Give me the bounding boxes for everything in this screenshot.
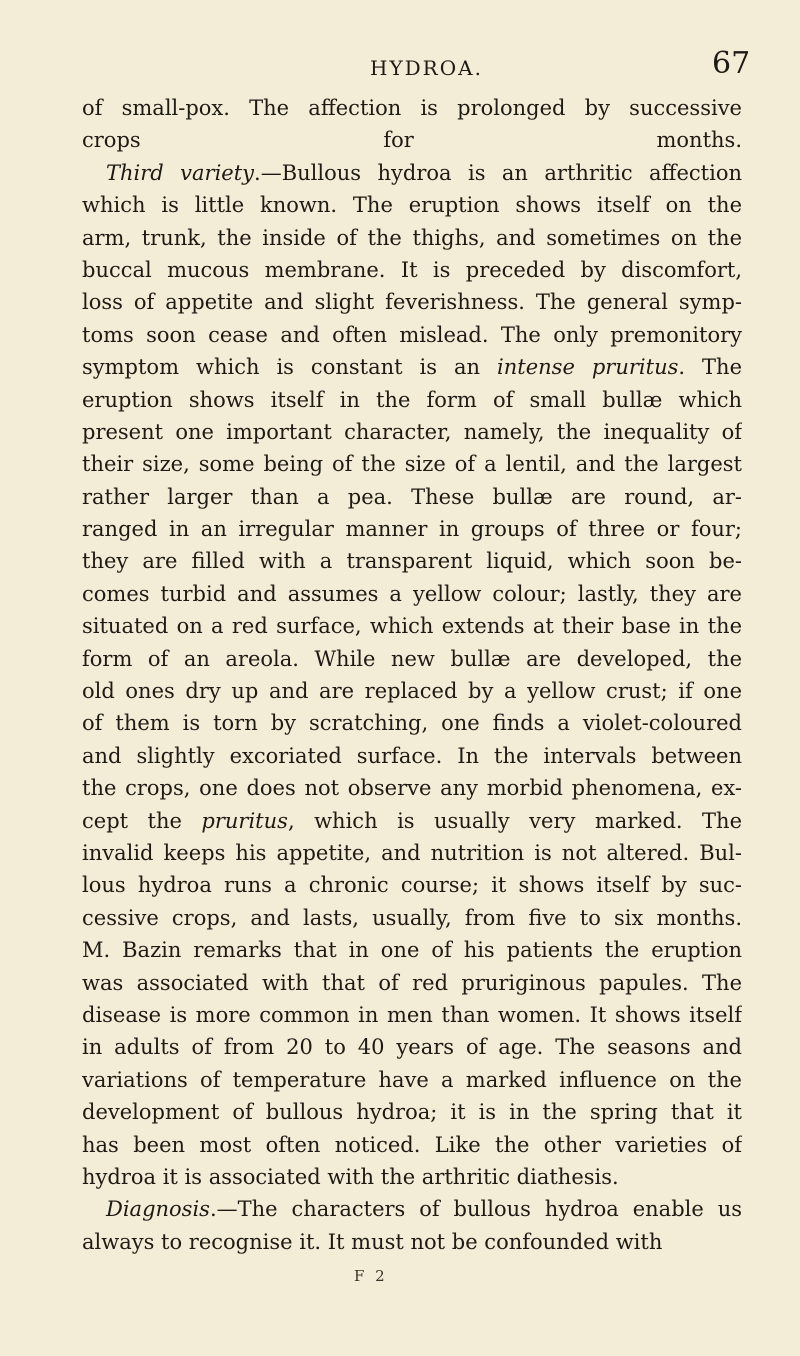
text-line [82,92,742,124]
text-run: of small-pox. The affection is prolonged by successive [82,96,742,120]
text-line [82,869,742,901]
text-line [82,967,742,999]
body-text [82,92,742,1258]
running-title: HYDROA. [370,56,483,80]
text-run: symptom which is constant is an [82,355,498,380]
text-line [82,902,742,934]
text-run: development of bullous hydroa; it is in the spring that it [82,1100,742,1125]
text-line [82,837,742,869]
text-run: rather larger than a pea. These bullæ are round, ar- [82,484,742,509]
text-run: , which is usually very marked. The [287,808,742,833]
text-run: of them is torn by scratching, one finds a violet-coloured [82,711,742,736]
text-line [82,513,742,545]
text-line [82,740,742,772]
text-line [82,1031,742,1063]
italic-run: Diagnosis [106,1197,210,1222]
text-line [82,772,742,804]
text-line [82,1193,742,1225]
text-run: hydroa it is associated with the arthritic diathesis. [82,1164,619,1189]
text-run: ranged in an irregular manner in groups of three or four; [82,517,742,542]
text-line [82,124,742,156]
page-number: 67 [712,46,751,81]
text-run: .—Bullous hydroa is an arthritic affection [254,160,742,185]
text-line [82,707,742,739]
text-run: old ones dry up and are replaced by a yellow crust; if one [82,679,742,704]
text-run: form of an areola. While new bullæ are developed, the [82,646,742,671]
text-line [82,675,742,707]
text-line [82,643,742,675]
text-run: cessive crops, and lasts, usually, from five to six months. [82,905,742,930]
signature-mark: F 2 [354,1267,388,1285]
text-run: comes turbid and assumes a yellow colour; lastly, they are [82,581,742,606]
italic-run: pruritus [201,808,288,833]
page-header [0,42,800,86]
text-line [82,286,742,318]
italic-run: intense pruritus [497,355,679,380]
text-run: in adults of from 20 to 40 years of age. The seasons and [82,1035,742,1060]
text-line [82,254,742,286]
text-run: variations of temperature have a marked influence on the [82,1067,742,1092]
text-line [82,610,742,642]
text-run: disease is more common in men than women. It shows itself [82,1002,742,1027]
italic-run: Third variety [106,160,255,185]
text-run: arm, trunk, the inside of the thighs, and sometimes on the [82,225,742,250]
text-run: lous hydroa runs a chronic course; it shows itself by suc- [82,873,742,898]
text-run: M. Bazin remarks that in one of his patients the eruption [82,938,742,963]
text-run: toms soon cease and often mislead. The only premonitory [82,322,742,347]
text-line [82,448,742,480]
text-line [82,384,742,416]
text-line [82,805,742,837]
text-line [82,1129,742,1161]
text-line [82,1064,742,1096]
text-run: and slightly excoriated surface. In the intervals between [82,743,742,768]
text-run: invalid keeps his appetite, and nutrition is not altered. Bul- [82,840,742,865]
text-run: the crops, one does not observe any morbid phenomena, ex- [82,776,742,801]
text-line [82,1096,742,1128]
text-run: they are filled with a transparent liquid, which soon be- [82,549,742,574]
text-run: cept the [82,808,202,833]
text-run: . The [678,355,742,380]
text-run: buccal mucous membrane. It is preceded by discomfort, [82,257,742,282]
text-run: .—The characters of bullous hydroa enable us [209,1197,742,1222]
text-line [82,1161,742,1193]
text-line [82,222,742,254]
text-run: their size, some being of the size of a lentil, and the largest [82,452,742,477]
text-run: always to recognise it. It must not be confounded with [82,1229,663,1254]
text-run: situated on a red surface, which extends at their base in the [82,614,742,639]
text-line [82,351,742,383]
text-line [82,578,742,610]
text-line [82,416,742,448]
text-run: eruption shows itself in the form of small bullæ which [82,387,742,412]
text-run: has been most often noticed. Like the other varieties of [82,1132,742,1157]
text-line [82,545,742,577]
text-run: which is little known. The eruption shows itself on the [82,193,742,218]
text-run: was associated with that of red pruriginous papules. The [82,970,742,995]
text-run: crops for months. [82,128,742,153]
text-line [82,934,742,966]
text-run: present one important character, namely, the inequality of [82,419,742,444]
text-line [82,999,742,1031]
text-line [82,481,742,513]
text-line [82,189,742,221]
text-run: loss of appetite and slight feverishness. The general symp- [82,290,742,315]
text-line [82,1226,742,1258]
text-line [82,157,742,189]
text-line [82,319,742,351]
